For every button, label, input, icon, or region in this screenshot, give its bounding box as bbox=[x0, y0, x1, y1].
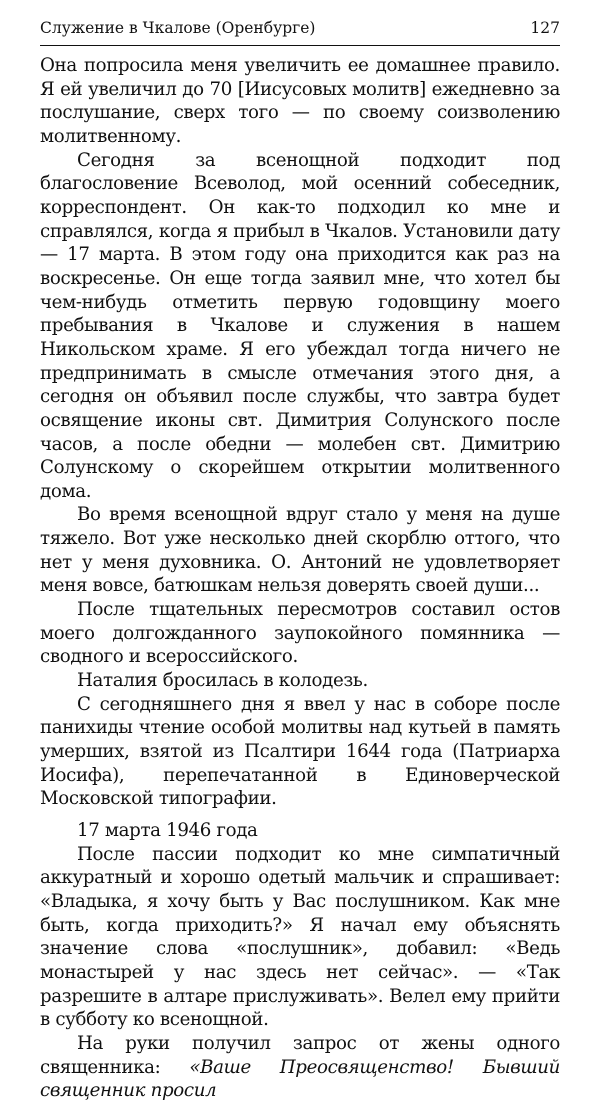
paragraph: Она попросила меня увеличить ее домашнее правило. Я ей увеличил до 70 [Иисусовых молитв] ежедневно за послушание, сверх того — по своему соизволению молитвенному. bbox=[40, 55, 560, 147]
paragraph: После пассии подходит ко мне симпатичный аккуратный и хорошо одетый мальчик и спрашивает: «Владыка, я хочу быть у Вас послушником. Как мне быть, когда приходить?» Я начал ему объяснять значение слова «послушник», добавил: «Ведь монастырей у нас здесь нет сейчас». — «Так разрешите в алтаре прислуживать». Велел ему прийти в субботу ко всенощной. bbox=[40, 843, 560, 1031]
body-text bbox=[40, 54, 560, 1103]
paragraph: После тщательных пересмотров составил остов моего долгожданного заупокойного помянника — сводного и всероссийского. bbox=[40, 599, 560, 668]
paragraph: Во время всенощной вдруг стало у меня на душе тяжело. Вот уже несколько дней скорблю оттого, что нет у меня духовника. О. Антоний не удовлетворяет меня вовсе, батюшкам нельзя доверять своей души... bbox=[40, 504, 560, 597]
last-paragraph-plain: На руки получил запрос от жены одного священника: bbox=[40, 1032, 560, 1078]
quoted-letter-italic: «Ваше Преосвященство! Бывший священник просил bbox=[40, 1056, 561, 1102]
running-header bbox=[40, 18, 560, 46]
last-paragraph bbox=[40, 1032, 560, 1103]
book-page bbox=[40, 18, 560, 1103]
page-number: 127 bbox=[530, 19, 560, 37]
paragraph: Наталия бросилась в колодезь. bbox=[77, 670, 368, 692]
running-title: Служение в Чкалове (Оренбурге) bbox=[40, 19, 316, 37]
paragraph: С сегодняшнего дня я ввел у нас в соборе после панихиды чтение особой молитвы над кутьей в память умерших, взятой из Псалтири 1644 года (Патриарха Иосифа), перепечатанной в Единоверческой Московской типографии. bbox=[40, 693, 560, 810]
date-heading: 17 марта 1946 года bbox=[77, 820, 258, 841]
paragraph: Сегодня за всенощной подходит под благословение Всеволод, мой осенний собеседник, корреспондент. Он как-то подходил ко мне и справлялся, когда я прибыл в Чкалов. Установили дату — 17 марта. В этом году она приходится как раз на воскресенье. Он еще тогда заявил мне, что хотел бы чем-нибудь отметить первую годовщину моего пребывания в Чкалове и служения в нашем Никольском храме. Я его убеждал тогда ничего не предпринимать в смысле отмечания этого дня, а сегодня он объявил после службы, что завтра будет освящение иконы свт. Димитрия Солунского после часов, а после обедни — молебен свт. Димитрию Солунскому о скорейшем открытии молитвенного дома. bbox=[40, 149, 560, 502]
